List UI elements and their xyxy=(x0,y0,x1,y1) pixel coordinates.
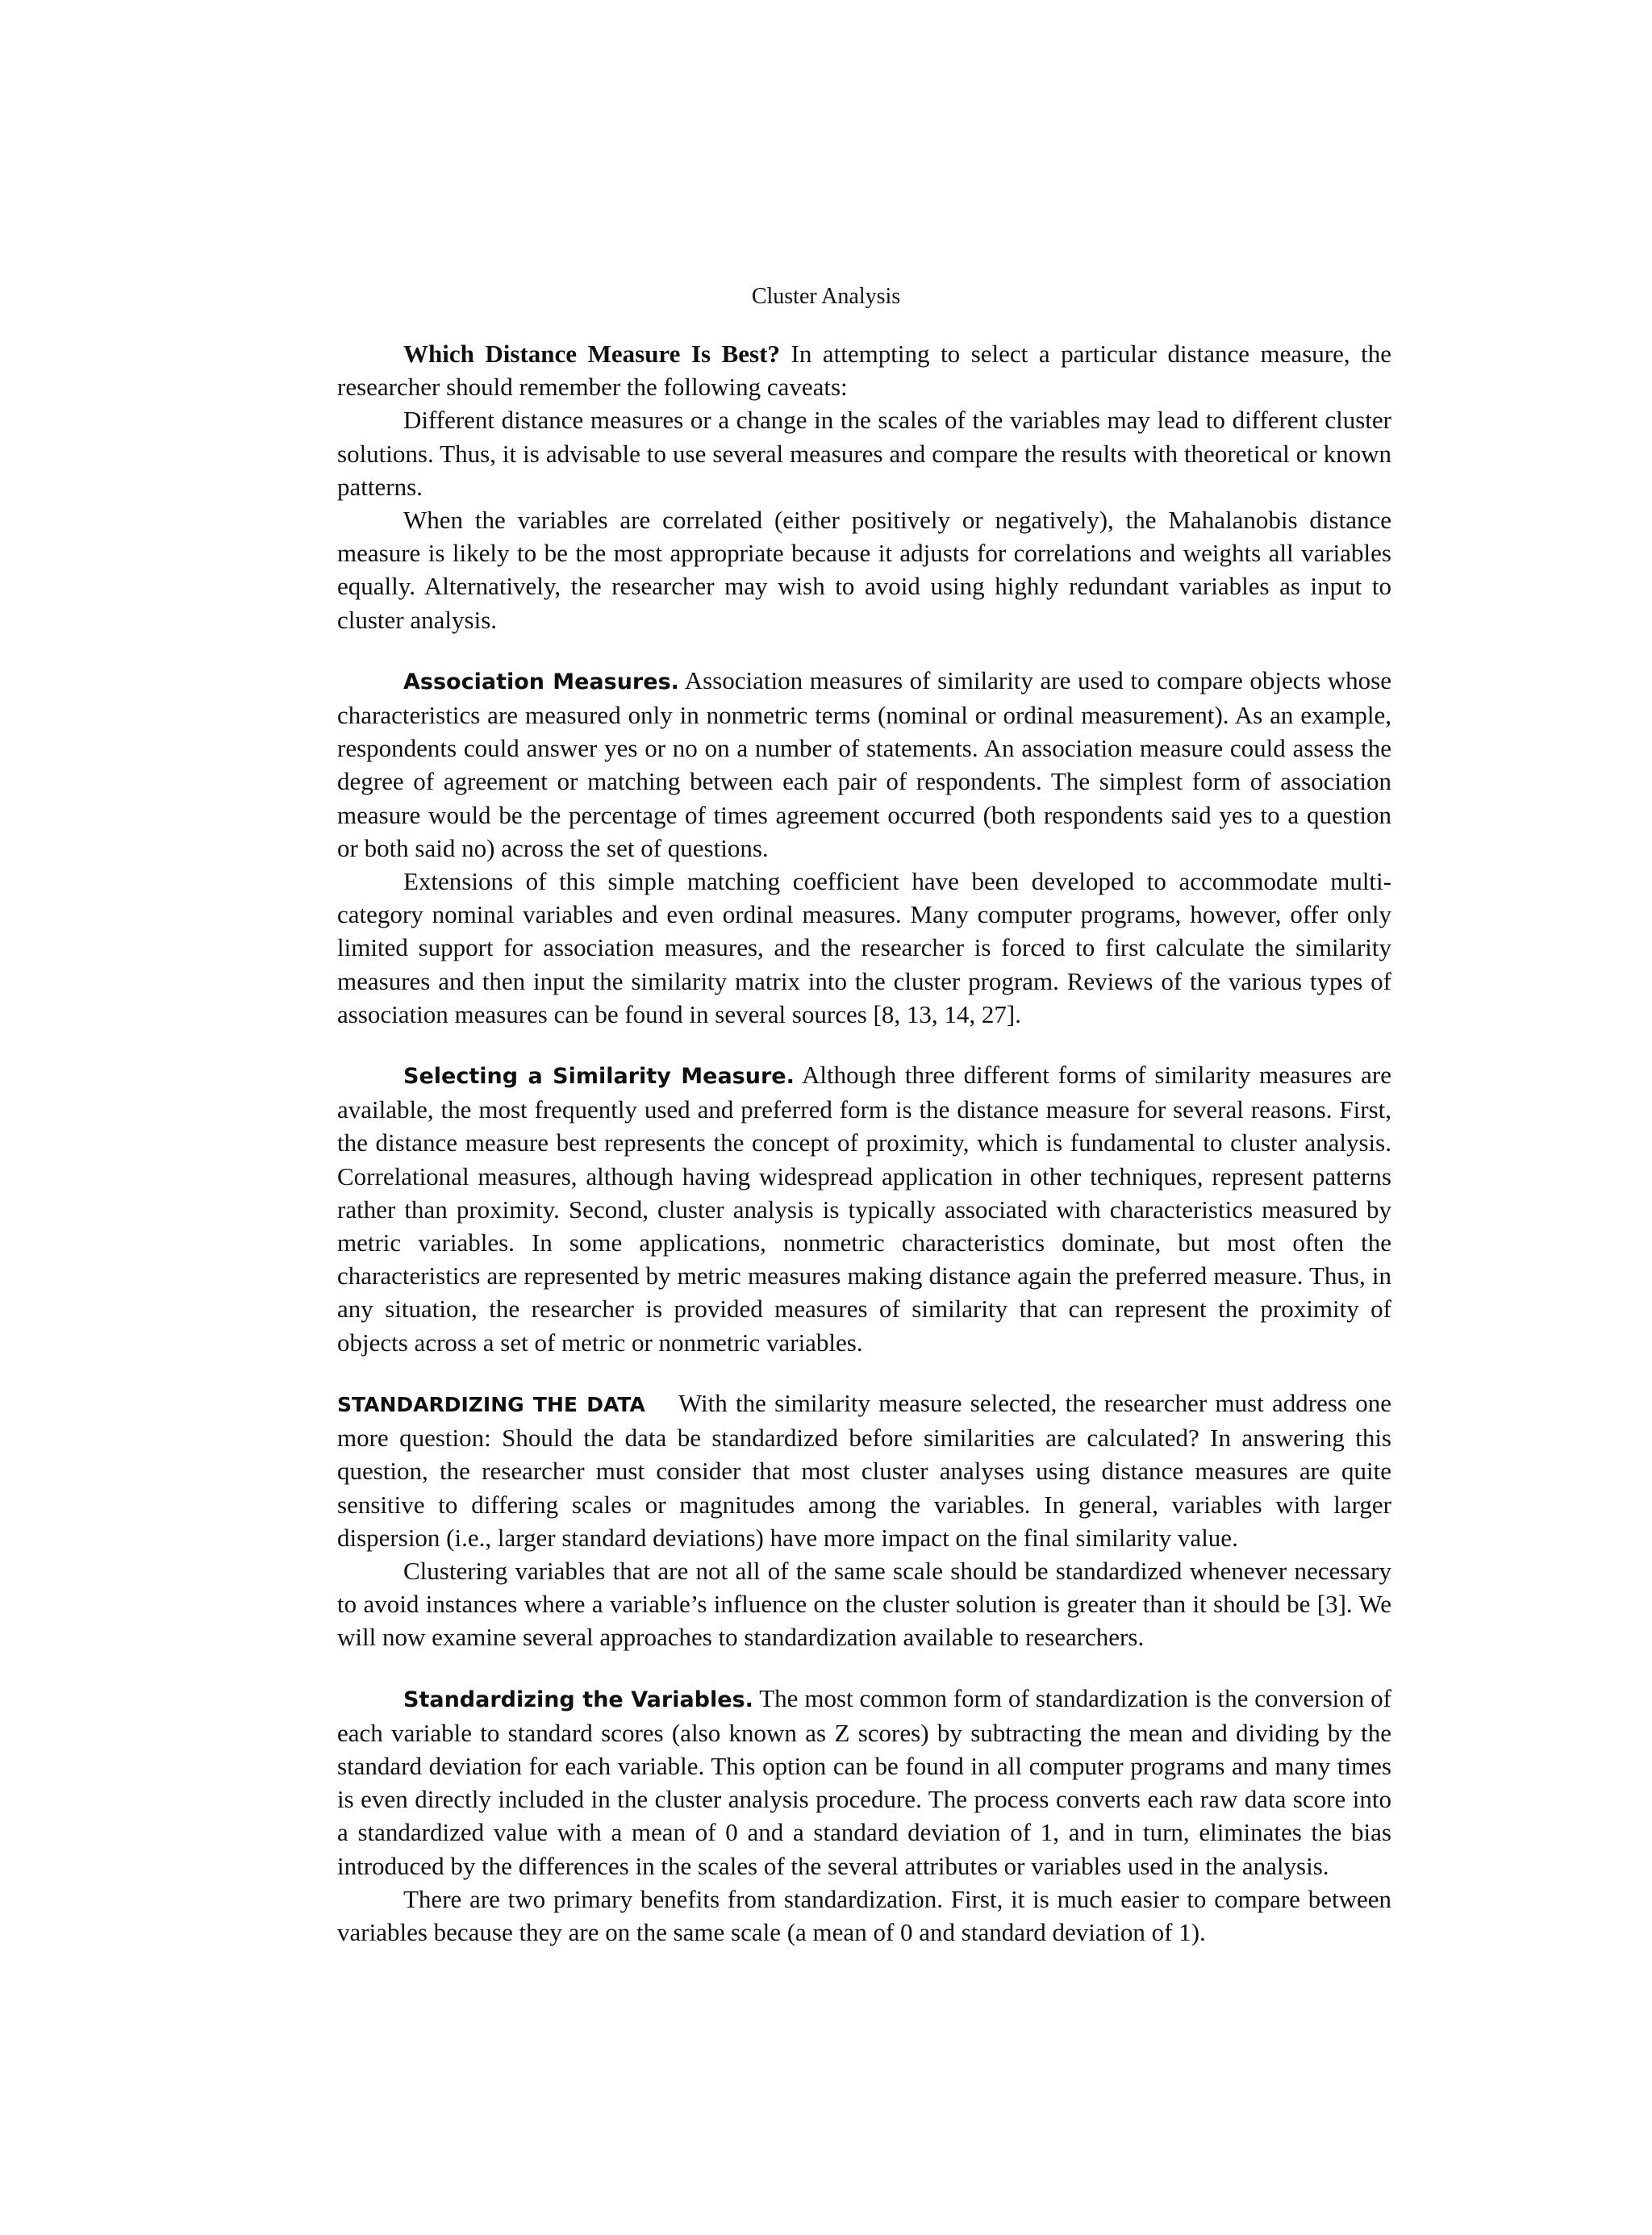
paragraph-distance-intro xyxy=(337,337,1391,403)
paragraph-clustering-variables-scale: Clustering variables that are not all of the same scale should be standardized whenever necessary to avoid instances where a variable’s influence on the cluster solution is greater than it should be [3]. We will now examine several approaches to standardization available to researchers. xyxy=(337,1556,1391,1652)
paragraph-text: Although three different forms of similarity measures are available, the most frequently used and preferred form is the distance measure for several reasons. First, the distance measure best represents the concept of proximity, which is fundamental to cluster analysis. Correlational measures, although having widespread application in other techniques, represent patterns rather than proximity. Second, cluster analysis is typically associated with characteristics measured by metric variables. In some applications, nonmetric characteristics dominate, but most often the characteristics are represented by metric measures making distance again the preferred measure. Thus, in any situation, the researcher is provided measures of similarity that can represent the proximity of objects across a set of metric or nonmetric variables. xyxy=(337,1061,1392,1357)
paragraph-standardizing-variables xyxy=(337,1682,1391,1883)
body-text xyxy=(337,337,1391,1949)
paragraph-text: In attempting to select a particular distance measure, the researcher should remember the following caveats: xyxy=(337,340,1392,402)
running-head: Cluster Analysis xyxy=(751,284,901,309)
paragraph-caveat-correlated: When the variables are correlated (either positively or negatively), the Mahalanobis distance measure is likely to be the most appropriate because it adjusts for correlations and weights all variables equally. Alternatively, the researcher may wish to avoid using highly redundant variables as input to cluster analysis. xyxy=(337,506,1391,634)
heading-association-measures: Association Measures. xyxy=(403,669,679,694)
paragraph-text: Association measures of similarity are used to compare objects whose characteristics are measured only in nonmetric terms (nominal or ordinal measurement). As an example, respondents could answer yes or no on a number of statements. An association measure could assess the degree of agreement or matching between each pair of respondents. The simplest form of association measure would be the percentage of times agreement occurred (both respondents said yes to a question or both said no) across the set of questions. xyxy=(337,665,1391,862)
paragraph-text: With the similarity measure selected, the researcher must address one more question: Should the data be standardized before similarities are calculated? In answering this question, the researcher must consider that most cluster analyses using distance measures are quite sensitive to differing scales or magnitudes among the variables. In general, variables with larger dispersion (i.e., larger standard deviations) have more impact on the final similarity value. xyxy=(337,1388,1392,1552)
paragraph-caveat-scales: Different distance measures or a change in the scales of the variables may lead to different cluster solutions. Thus, it is advisable to use several measures and compare the results with theoretical or known patterns. xyxy=(337,406,1391,501)
paragraph-standardizing-data xyxy=(337,1386,1391,1554)
heading-which-distance-measure: Which Distance Measure Is Best? xyxy=(403,340,780,368)
heading-standardizing-the-data: STANDARDIZING THE DATA xyxy=(337,1392,645,1416)
heading-standardizing-the-variables: Standardizing the Variables. xyxy=(403,1687,753,1712)
paragraph-selecting-similarity xyxy=(337,1058,1391,1359)
paragraph-association-extensions: Extensions of this simple matching coefficient have been developed to accommodate multicategory nominal variables and even ordinal measures. Many computer programs, however, offer only limited support for association measures, and the researcher is forced to first calculate the similarity measures and then input the similarity matrix into the cluster program. Reviews of the various types of association measures can be found in several sources [8, 13, 14, 27]. xyxy=(337,867,1391,1028)
paragraph-text: The most common form of standardization is the conversion of each variable to standard scores (also known as Z scores) by subtracting the mean and dividing by the standard deviation for each variable. This option can be found in all computer programs and many times is even directly included in the cluster analysis procedure. The process converts each raw data score into a standardized value with a mean of 0 and a standard deviation of 1, and in turn, eliminates the bias introduced by the differences in the scales of the several attributes or variables used in the analysis. xyxy=(337,1683,1391,1880)
heading-selecting-similarity-measure: Selecting a Similarity Measure. xyxy=(403,1064,795,1090)
paragraph-association-intro xyxy=(337,664,1391,865)
paragraph-benefits-standardization: There are two primary benefits from standardization. First, it is much easier to compare between variables because they are on the same scale (a mean of 0 and standard deviation of 1). xyxy=(337,1884,1391,1946)
